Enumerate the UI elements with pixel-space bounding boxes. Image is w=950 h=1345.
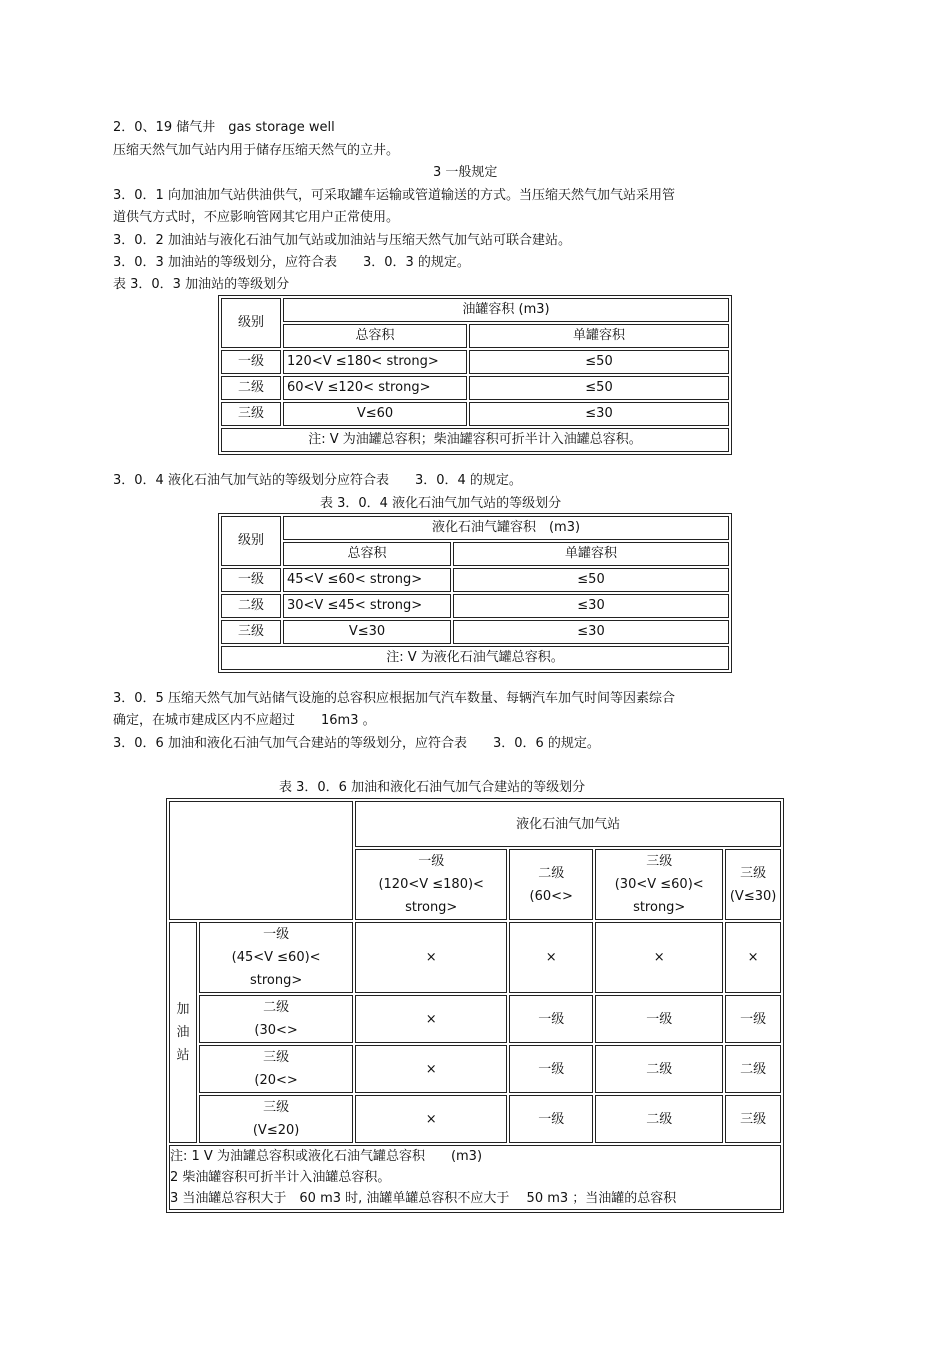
grade-cell: 三级 (221, 620, 281, 644)
row-grade: 三级 (263, 1100, 290, 1115)
lpg-grade: 三级 (740, 865, 767, 881)
single-cell: ≤50 (469, 376, 729, 400)
lpg-range-tail: strong> (633, 900, 686, 915)
row-range: (V≤20) (252, 1123, 300, 1138)
grade-cell: × (355, 922, 507, 993)
text-line: 3．0．6 加油和液化石油气加气合建站的等级划分，应符合表 3．0．6 的规定。 (113, 736, 600, 751)
grade-cell: 一级 (221, 568, 281, 592)
table-caption: 表 3．0．3 加油站的等级划分 (113, 277, 290, 292)
table-row (169, 995, 781, 1043)
table-notes (169, 1145, 781, 1210)
text-line: 3．0．4 液化石油气加气站的等级划分应符合表 3．0．4 的规定。 (113, 473, 522, 488)
grade-cell: 二级 (725, 1045, 781, 1093)
table-row (221, 620, 729, 644)
lpg-col-header (595, 849, 723, 920)
table-row (169, 1095, 781, 1143)
text-line: 道供气方式时，不应影响管网其它用户正常使用。 (113, 210, 400, 225)
text-line: 压缩天然气加气站内用于储存压缩天然气的立井。 (113, 143, 400, 158)
lpg-col-header (725, 849, 781, 920)
grade-cell: 一级 (221, 350, 281, 374)
single-cell: ≤50 (453, 568, 729, 592)
lpg-range: (V≤30) (729, 888, 777, 904)
text-line: 3．0．1 向加油加气站供油供气，可采取罐车运输或管道输送的方式。当压缩天然气加气站采用管 (113, 188, 675, 203)
grade-cell: × (595, 922, 723, 993)
row-header (199, 1045, 353, 1093)
table-row (221, 568, 729, 592)
table-3-0-3 (218, 295, 732, 455)
side-char: 站 (176, 1048, 190, 1063)
row-grade: 一级 (263, 927, 290, 942)
grade-cell: × (725, 922, 781, 993)
row-header (199, 1095, 353, 1143)
group-header: 油罐容积 (m3) (283, 298, 729, 322)
row-range-tail: strong> (249, 973, 303, 988)
total-cell: 120<V ≤180< strong> (283, 350, 467, 374)
grade-cell: 一级 (595, 995, 723, 1043)
table-note: 注: V 为油罐总容积；柴油罐容积可折半计入油罐总容积。 (221, 428, 729, 452)
total-cell: 45<V ≤60< strong> (283, 568, 451, 592)
table-caption: 表 3．0．6 加油和液化石油气加气合建站的等级划分 (279, 780, 586, 795)
total-cell: V≤60 (283, 402, 467, 426)
text-line: 确定，在城市建成区内不应超过 16m3 。 (113, 713, 376, 728)
note-line: 注: 1 V 为油罐总容积或液化石油气罐总容积 (m3) (170, 1149, 483, 1164)
grade-cell: 二级 (595, 1045, 723, 1093)
text-line: 2．0、19 储气井 gas storage well (113, 120, 335, 135)
lpg-col-header (355, 849, 507, 920)
single-cell: ≤30 (469, 402, 729, 426)
row-grade: 二级 (263, 1000, 290, 1015)
grade-cell: 二级 (221, 594, 281, 618)
total-cell: 60<V ≤120< strong> (283, 376, 467, 400)
table-row (221, 402, 729, 426)
lpg-grade: 二级 (538, 865, 565, 881)
text-line: 3．0．5 压缩天然气加气站储气设施的总容积应根据加气汽车数量、每辆汽车加气时间等因素综合 (113, 691, 675, 706)
grade-cell: × (355, 1045, 507, 1093)
table-3-0-4 (218, 513, 732, 673)
grade-cell: 三级 (221, 402, 281, 426)
lpg-range: (120<V ≤180)< (378, 877, 484, 892)
text-line: 3．0．2 加油站与液化石油气加气站或加油站与压缩天然气加气站可联合建站。 (113, 233, 571, 248)
table-row (169, 922, 781, 993)
lpg-range-tail: strong> (405, 900, 458, 915)
single-cell: ≤30 (453, 594, 729, 618)
grade-cell: 二级 (221, 376, 281, 400)
table-row (169, 1045, 781, 1093)
grade-cell: 二级 (595, 1095, 723, 1143)
lpg-header: 液化石油气加气站 (355, 801, 781, 847)
row-grade: 三级 (263, 1050, 290, 1065)
lpg-grade: 三级 (646, 854, 673, 869)
grade-header: 级别 (221, 298, 281, 348)
table-row (221, 594, 729, 618)
grade-cell: 一级 (509, 1045, 593, 1093)
side-char: 油 (176, 1025, 190, 1040)
row-header (199, 922, 353, 993)
text-line: 3．0．3 加油站的等级划分，应符合表 3．0．3 的规定。 (113, 255, 470, 270)
row-range: (30<> (254, 1023, 298, 1038)
grade-cell: × (355, 1095, 507, 1143)
grade-cell: 一级 (509, 995, 593, 1043)
col-total-header: 总容积 (283, 542, 451, 566)
table-row (221, 350, 729, 374)
lpg-col-header (509, 849, 593, 920)
row-header (199, 995, 353, 1043)
table-caption: 表 3．0．4 液化石油气加气站的等级划分 (320, 496, 562, 511)
single-cell: ≤30 (453, 620, 729, 644)
side-char: 加 (176, 1002, 190, 1017)
section-heading: 3 一般规定 (433, 165, 498, 180)
grade-cell: × (355, 995, 507, 1043)
side-label (169, 922, 197, 1143)
grade-cell: × (509, 922, 593, 993)
total-cell: 30<V ≤45< strong> (283, 594, 451, 618)
group-header: 液化石油气罐容积 (m3) (283, 516, 729, 540)
table-3-0-6 (166, 798, 784, 1213)
empty-corner-cell (169, 801, 353, 920)
single-cell: ≤50 (469, 350, 729, 374)
lpg-range: (60<> (529, 888, 573, 904)
row-range: (20<> (254, 1073, 298, 1088)
grade-cell: 一级 (725, 995, 781, 1043)
note-line: 2 柴油罐容积可折半计入油罐总容积。 (170, 1170, 391, 1185)
total-cell: V≤30 (283, 620, 451, 644)
table-note: 注: V 为液化石油气罐总容积。 (221, 646, 729, 670)
col-single-header: 单罐容积 (469, 324, 729, 348)
note-line: 3 当油罐总容积大于 60 m3 时, 油罐单罐总容积不应大于 50 m3 ；当油罐的总容积 (170, 1191, 677, 1206)
col-total-header: 总容积 (283, 324, 467, 348)
grade-cell: 一级 (509, 1095, 593, 1143)
col-single-header: 单罐容积 (453, 542, 729, 566)
grade-header: 级别 (221, 516, 281, 566)
grade-cell: 三级 (725, 1095, 781, 1143)
table-row (221, 376, 729, 400)
row-range: (45<V ≤60)< (231, 950, 321, 965)
lpg-grade: 一级 (418, 854, 445, 869)
lpg-range: (30<V ≤60)< (614, 877, 704, 892)
